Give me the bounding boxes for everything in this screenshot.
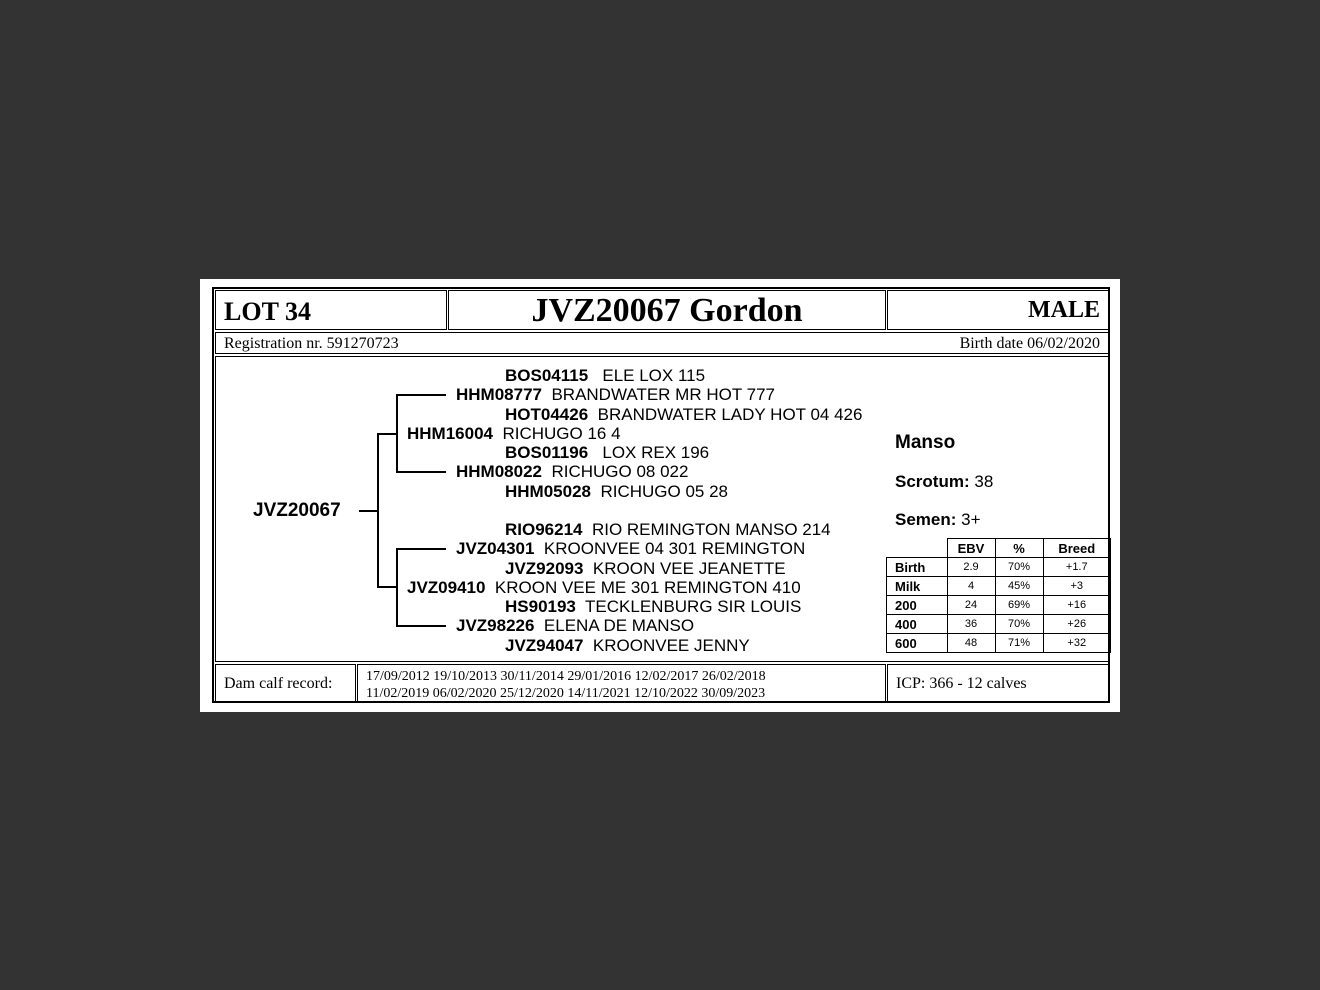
sire-parents-vertical <box>396 394 398 472</box>
pedigree-dam-dam-sire: HS90193 TECKLENBURG SIR LOUIS <box>505 597 802 616</box>
pedigree-dam-sire: JVZ04301 KROONVEE 04 301 REMINGTON <box>456 539 806 558</box>
sire-connector <box>377 433 397 435</box>
temperament: Manso <box>895 432 956 453</box>
title-cell <box>448 290 886 330</box>
sex-cell <box>887 290 1109 330</box>
icp-value: ICP: 366 - 12 calves <box>896 675 1027 692</box>
sire-dam-connector <box>396 471 446 473</box>
ebv-header-breed: Breed <box>1043 539 1111 558</box>
pedigree-sire-sire-dam: HOT04426 BRANDWATER LADY HOT 04 426 <box>505 405 863 424</box>
animal-title: JVZ20067 Gordon <box>531 292 803 329</box>
dam-record-dates <box>366 668 766 702</box>
pedigree-sire-dam-sire: BOS01196 LOX REX 196 <box>505 443 710 462</box>
dam-dam-connector <box>396 625 446 627</box>
dam-record-dates-cell <box>357 664 886 702</box>
ebv-row: 600 48 71% +32 <box>887 634 1111 653</box>
ebv-row: Birth 2.9 70% +1.7 <box>887 558 1111 577</box>
birth-date: Birth date 06/02/2020 <box>959 335 1100 352</box>
pedigree-sire: HHM16004 RICHUGO 16 4 <box>407 424 621 443</box>
parents-vertical <box>377 433 379 587</box>
registration-row <box>215 332 1109 354</box>
pedigree-sire-dam: HHM08022 RICHUGO 08 022 <box>456 462 689 481</box>
dam-connector <box>377 586 397 588</box>
ebv-header-row <box>887 539 1111 558</box>
registration-number: Registration nr. 591270723 <box>224 335 399 352</box>
pedigree-area <box>215 356 1109 662</box>
ebv-header-pct: % <box>995 539 1043 558</box>
pedigree-dam-dam-dam: JVZ94047 KROONVEE JENNY <box>505 636 750 655</box>
scrotum: Scrotum: 38 <box>895 472 994 491</box>
dam-dates-line-1: 17/09/2012 19/10/2013 30/11/2014 29/01/2016 12/02/2017 26/02/2018 <box>366 669 766 684</box>
ebv-row: Milk 4 45% +3 <box>887 577 1111 596</box>
pedigree-dam: JVZ09410 KROON VEE ME 301 REMINGTON 410 <box>407 578 801 597</box>
pedigree-sire-sire: HHM08777 BRANDWATER MR HOT 777 <box>456 385 776 404</box>
animal-connector <box>359 510 379 512</box>
pedigree-dam-dam: JVZ98226 ELENA DE MANSO <box>456 616 695 635</box>
pedigree-sire-dam-dam: HHM05028 RICHUGO 05 28 <box>505 482 728 501</box>
ebv-row: 200 24 69% +16 <box>887 596 1111 615</box>
sire-sire-connector <box>396 394 446 396</box>
dam-record-label: Dam calf record: <box>224 675 333 692</box>
dam-sire-connector <box>396 548 446 550</box>
ebv-table <box>886 538 1111 653</box>
animal-sex: MALE <box>1028 297 1100 323</box>
dam-parents-vertical <box>396 548 398 626</box>
card-frame <box>212 287 1110 703</box>
pedigree-dam-sire-dam: JVZ92093 KROON VEE JEANETTE <box>505 559 786 578</box>
dam-record-label-cell <box>215 664 356 702</box>
pedigree-sire-sire-sire: BOS04115 ELE LOX 115 <box>505 366 706 385</box>
icp-cell <box>887 664 1109 702</box>
lot-cell <box>215 290 447 330</box>
pedigree-dam-sire-sire: RIO96214 RIO REMINGTON MANSO 214 <box>505 520 831 539</box>
ebv-row: 400 36 70% +26 <box>887 615 1111 634</box>
pedigree-animal: JVZ20067 <box>253 500 341 521</box>
lot-card <box>200 279 1120 712</box>
lot-number: LOT 34 <box>224 297 311 326</box>
dam-dates-line-2: 11/02/2019 06/02/2020 25/12/2020 14/11/2021 12/10/2022 30/09/2023 <box>366 686 766 701</box>
ebv-header-ebv: EBV <box>947 539 995 558</box>
semen: Semen: 3+ <box>895 510 981 529</box>
